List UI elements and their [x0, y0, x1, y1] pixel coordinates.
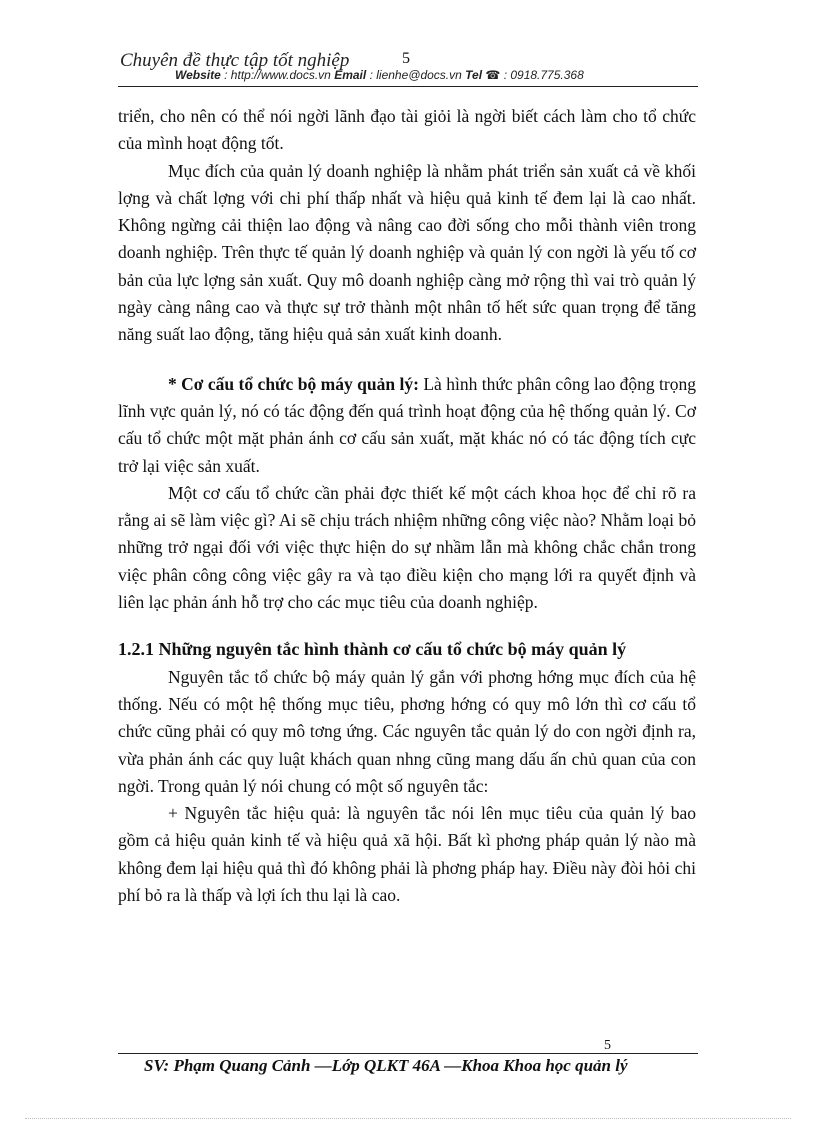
footer-divider — [118, 1053, 698, 1054]
paragraph-5: Nguyên tắc tổ chức bộ máy quản lý gắn với phơng hớng mục đích của hệ thống. Nếu có một hệ thống mục tiêu, phơng hớng có quy mô lớn thì cơ cấu tổ chức cũng phải có quy mô tơng ứng. Các nguyên tắc quản lý do con ngời định ra, vừa phản ánh các quy luật khách quan nhng cũng mang dấu ấn chủ quan của con ngời. Trong quản lý nói chung có một số nguyên tắc: — [118, 666, 696, 796]
tel-value: : 0918.775.368 — [503, 68, 584, 82]
section-heading: 1.2.1 Những nguyên tắc hình thành cơ cấu tổ chức bộ máy quản lý — [118, 639, 627, 660]
header-page-number: 5 — [402, 50, 410, 67]
paragraph-2: Mục đích của quản lý doanh nghiệp là nhằm phát triển sản xuất cả về khối lợng và chất lợng với chi phí thấp nhất và hiệu quả kinh tế đem lại là cao nhất. Không ngừng cải thiện lao động và nâng cao đời sống cho mỗi thành viên trong doanh nghiệp. Trên thực tế quản lý doanh nghiệp và quản lý con ngời là yếu tố cơ bản của lực lợng sản xuất. Quy mô doanh nghiệp càng mở rộng thì vai trò quản lý ngày càng nâng cao và thực sự trở thành một nhân tố hết sức quan trọng để tăng năng suất lao động, tăng hiệu quả sản xuất kinh doanh. — [118, 160, 696, 345]
email-value: : lienhe@docs.vn — [369, 68, 462, 82]
email-label: Email — [334, 68, 367, 82]
header-divider — [118, 86, 698, 87]
page-edge-dots — [25, 1118, 791, 1119]
footer-text: SV: Phạm Quang Cảnh —Lớp QLKT 46A —Khoa Khoa học quản lý — [144, 1056, 628, 1075]
website-value: : http://www.docs.vn — [224, 68, 331, 82]
phone-icon: ☎ — [485, 68, 501, 82]
section-label: * Cơ cấu tổ chức bộ máy quản lý: — [168, 373, 419, 394]
document-body — [118, 103, 696, 909]
header-title: Chuyên đề thực tập tốt nghiệp — [120, 50, 350, 71]
paragraph-3: * Cơ cấu tổ chức bộ máy quản lý: Là hình thức phân công lao động trọng lĩnh vực quản lý, nó có tác động đến quá trình hoạt động của hệ thống quản lý. Cơ cấu tổ chức một mặt phản ánh cơ cấu sản xuất, mặt khác nó có tác động tích cực trở lại việc sản xuất. — [118, 373, 696, 476]
footer-page-number: 5 — [604, 1038, 611, 1053]
header-contact — [175, 68, 584, 82]
tel-label: Tel — [465, 68, 483, 82]
paragraph-4: Một cơ cấu tổ chức cần phải đợc thiết kế một cách khoa học để chỉ rõ ra rằng ai sẽ làm việc gì? Ai sẽ chịu trách nhiệm những công việc nào? Nhằm loại bỏ những trở ngại đối với việc thực hiện do sự nhầm lẫn mà không chắc chắn trong việc phân công công việc gây ra và tạo điều kiện cho mạng lới ra quyết định và liên lạc phản ánh hỗ trợ cho các mục tiêu của doanh nghiệp. — [118, 482, 696, 613]
paragraph-1: triển, cho nên có thể nói ngời lãnh đạo tài giỏi là ngời biết cách làm cho tổ chức của mình hoạt động tốt. — [118, 106, 696, 154]
paragraph-6: + Nguyên tắc hiệu quả: là nguyên tắc nói lên mục tiêu của quản lý bao gồm cả hiệu quản kinh tế và hiệu quả xã hội. Bất kì phơng pháp quản lý nào mà không đem lại hiệu quả thì đó không phải là phơng pháp hay. Điều này đòi hỏi chi phí bỏ ra là thấp và lợi ích thu lại là cao. — [118, 803, 696, 906]
website-label: Website — [175, 68, 221, 82]
